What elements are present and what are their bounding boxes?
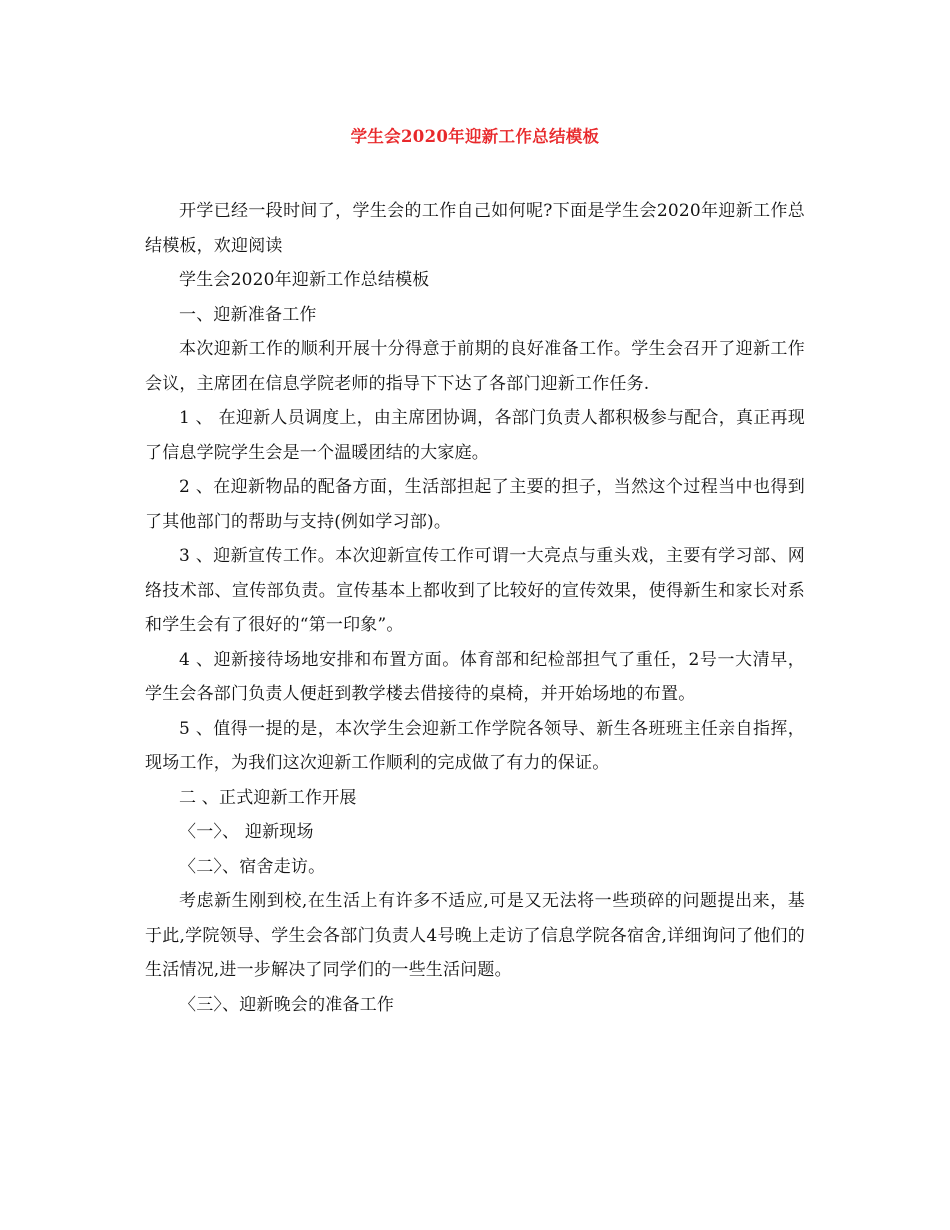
document-body xyxy=(145,194,805,1022)
subsection-heading-1: 〈一〉、 迎新现场 xyxy=(179,822,314,842)
subsection-heading-2: 〈二〉、宿舍走访。 xyxy=(179,856,326,877)
section-heading-2: 二 、正式迎新工作开展 xyxy=(179,787,357,808)
list-item-2: 2 、在迎新物品的配备方面，生活部担起了主要的担子，当然这个过程当中也得到了其他部门的帮助与支持(例如学习部)。 xyxy=(145,477,805,532)
paragraph-subtitle: 学生会2020年迎新工作总结模板 xyxy=(179,270,430,290)
document-title: 学生会2020年迎新工作总结模板 xyxy=(350,127,600,146)
section-heading-1: 一、迎新准备工作 xyxy=(179,304,317,325)
paragraph-preparation: 本次迎新工作的顺利开展十分得意于前期的良好准备工作。学生会召开了迎新工作会议，主席团在信息学院老师的指导下下达了各部门迎新工作任务. xyxy=(145,339,805,394)
list-item-4: 4 、迎新接待场地安排和布置方面。体育部和纪检部担气了重任，2号一大清早，学生会各部门负责人便赶到教学楼去借接待的桌椅，并开始场地的布置。 xyxy=(145,649,805,704)
paragraph-dorm-visit: 考虑新生刚到校,在生活上有许多不适应,可是又无法将一些琐碎的问题提出来，基于此,学院领导、学生会各部门负责人4号晚上走访了信息学院各宿舍,详细询问了他们的生活情况,进一步解决了同学们的一些生活问题。 xyxy=(145,891,805,980)
list-item-3: 3 、迎新宣传工作。本次迎新宣传工作可谓一大亮点与重头戏，主要有学习部、网络技术部、宣传部负责。宣传基本上都收到了比较好的宣传效果，使得新生和家长对系和学生会有了很好的“第一印象”。 xyxy=(145,546,805,635)
subsection-heading-3: 〈三〉、迎新晚会的准备工作 xyxy=(179,994,395,1015)
paragraph-intro: 开学已经一段时间了，学生会的工作自己如何呢?下面是学生会2020年迎新工作总结模板，欢迎阅读 xyxy=(145,201,805,256)
list-item-5: 5 、值得一提的是，本次学生会迎新工作学院各领导、新生各班班主任亲自指挥，现场工作，为我们这次迎新工作顺利的完成做了有力的保证。 xyxy=(145,718,805,773)
list-item-1: 1 、 在迎新人员调度上，由主席团协调，各部门负责人都积极参与配合，真正再现了信息学院学生会是一个温暖团结的大家庭。 xyxy=(145,408,805,463)
